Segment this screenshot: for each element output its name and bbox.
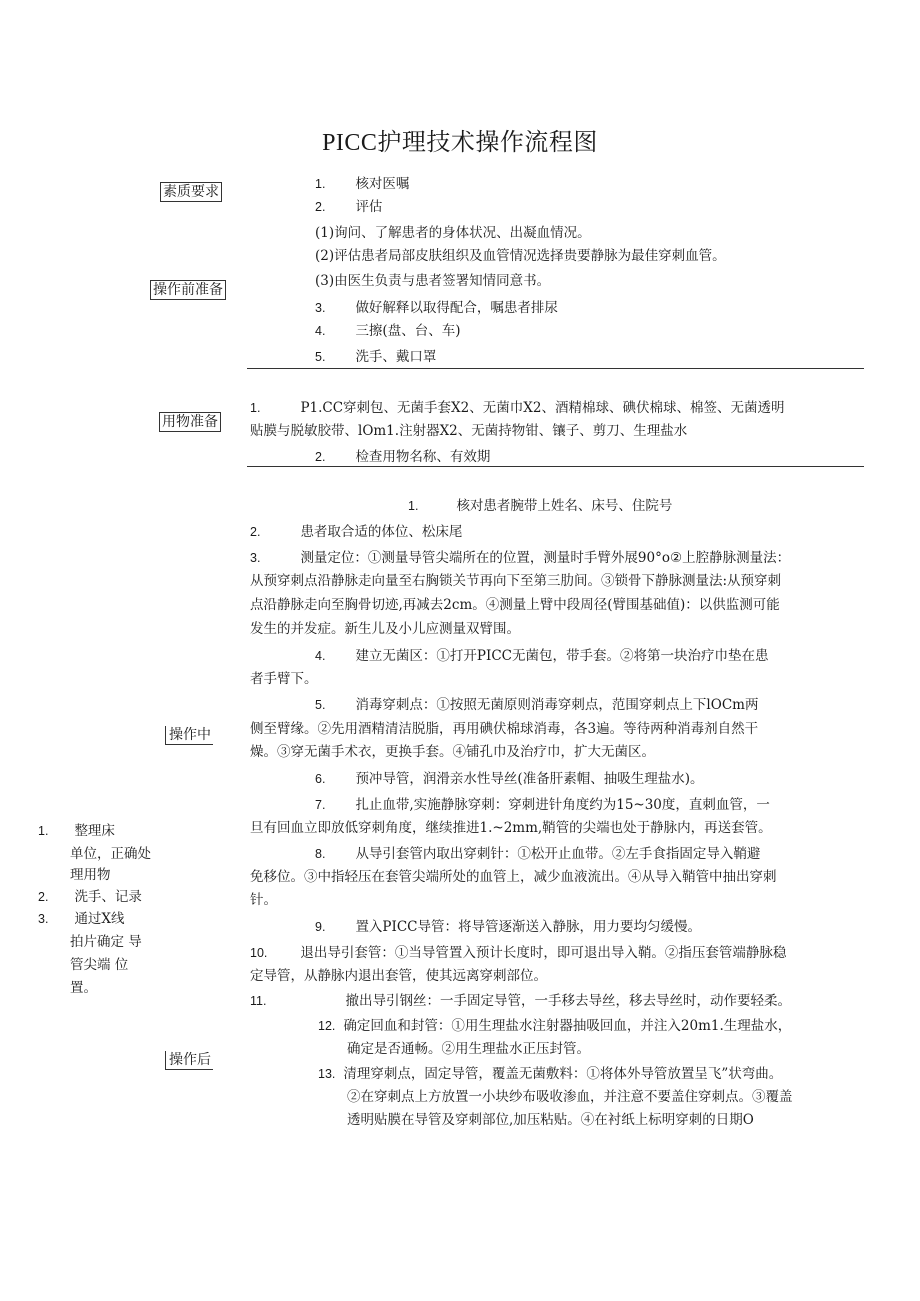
step-13-cont: ②在穿刺点上方放置一小块纱布吸收渗血，并注意不要盖住穿刺点。③覆盖 <box>347 1089 793 1105</box>
step-10: 10. 退出导引套管：①当导管置入预计长度时，即可退出导入鞘。②指压套管端静脉稳 <box>250 945 787 961</box>
step-1: 1. 核对患者腕带上姓名、床号、住院号 <box>408 498 673 514</box>
step-10-cont: 定导管，从静脉内退出套管，使其远离穿刺部位。 <box>250 968 547 984</box>
supplies-line: 贴膜与脱敏胶带、lOm1.注射器X2、无菌持物钳、镶子、剪刀、生理盐水 <box>250 423 688 439</box>
step-3-cont: 发生的并发症。新生儿及小儿应测量双臂围。 <box>250 621 520 637</box>
step-3-cont: 从预穿刺点沿静脉走向量至右胸锁关节再向下至第三肋间。③锁骨下静脉测量法:从预穿刺 <box>250 573 782 589</box>
step-5-cont: 侧至臂缘。②先用酒精清洁脱脂，再用碘伏棉球消毒，各3遍。等待两种消毒剂自然干 <box>250 721 759 737</box>
after-item-1-cont: 单位，正确处 <box>70 846 151 862</box>
after-item-3-cont: 置。 <box>70 980 97 996</box>
supplies-line: 2. 检查用物名称、有效期 <box>315 449 491 465</box>
after-item-3: 3. 通过X线 <box>38 911 125 927</box>
after-item-1: 1. 整理床 <box>38 823 115 839</box>
label-zhong-box <box>165 726 213 745</box>
divider <box>247 368 864 369</box>
prep-item: (1)询问、了解患者的身体状况、出凝血情况。 <box>315 225 591 241</box>
label-zhong: 操作中 <box>169 727 211 743</box>
label-yongwu: 用物准备 <box>162 414 218 430</box>
step-5-cont: 燥。③穿无菌手术衣，更换手套。④铺孔巾及治疗巾，扩大无菌区。 <box>250 744 655 760</box>
step-5: 5. 消毒穿刺点：①按照无菌原则消毒穿刺点，范围穿刺点上下lOCm两 <box>315 697 759 713</box>
step-3-cont: 点沿静脉走向至胸骨切迹,再减去2cm。④测量上臂中段周径(臂围基础值)：以供监测可能 <box>250 597 780 613</box>
after-item-1-cont: 理用物 <box>70 867 111 883</box>
prep-item: (2)评估患者局部皮肤组织及血管情况选择贵要静脉为最佳穿刺血管。 <box>315 248 726 264</box>
step-9: 9. 置入PICC导管：将导管逐渐送入静脉，用力要均匀缓慢。 <box>315 919 702 935</box>
step-12-cont: 确定是否通畅。②用生理盐水正压封管。 <box>347 1041 590 1057</box>
label-suzhi-box <box>160 182 222 202</box>
step-8: 8. 从导引套管内取出穿刺针：①松开止血带。②左手食指固定导入鞘避 <box>315 846 761 862</box>
label-yongwu-box <box>159 412 221 432</box>
divider <box>247 466 864 467</box>
step-7: 7. 扎止血带,实施静脉穿刺：穿刺进针角度约为15~30度，直刺血管，一 <box>315 797 770 813</box>
after-item-3-cont: 管尖端 位 <box>70 957 129 973</box>
prep-item: 5. 洗手、戴口罩 <box>315 349 437 365</box>
label-qianzhunbei: 操作前准备 <box>153 282 223 298</box>
step-8-cont: 免移位。③中指轻压在套管尖端所处的血管上，减少血液流出。④从导入鞘管中抽出穿刺 <box>250 869 777 885</box>
supplies-line: 1. P1.CC穿刺包、无菌手套X2、无菌巾X2、酒精棉球、碘伏棉球、棉签、无菌透明 <box>250 400 785 416</box>
step-13-cont: 透明贴膜在导管及穿刺部位,加压粘贴。④在衬纸上标明穿刺的日期O <box>347 1112 754 1128</box>
step-6: 6. 预冲导管，润滑亲水性导丝(准备肝素帽、抽吸生理盐水)。 <box>315 771 704 787</box>
prep-item: 3. 做好解释以取得配合，嘱患者排尿 <box>315 300 558 316</box>
step-4: 4. 建立无菌区：①打开PICC无菌包，带手套。②将第一块治疗巾垫在患 <box>315 648 769 664</box>
label-qianzhunbei-box <box>150 280 226 300</box>
prep-item: (3)由医生负责与患者签署知情同意书。 <box>315 273 551 289</box>
step-13: 13. 清理穿刺点，固定导管，覆盖无菌敷料：①将体外导管放置呈飞”状弯曲。 <box>318 1066 783 1082</box>
step-12: 12. 确定回血和封管：①用生理盐水注射器抽吸回血，并注入20m1.生理盐水， <box>318 1018 792 1034</box>
label-suzhi: 素质要求 <box>163 184 219 200</box>
step-7-cont: 旦有回血立即放低穿刺角度，继续推进1.~2mm,鞘管的尖端也处于静脉内，再送套管。 <box>250 820 772 836</box>
after-item-3-cont: 拍片确定 导 <box>70 934 142 950</box>
step-3: 3. 测量定位：①测量导管尖端所在的位置，测量时手臂外展90°o②上腔静脉测量法： <box>250 550 791 566</box>
label-hou-box <box>165 1051 213 1070</box>
step-11: 11. 撤出导引钢丝：一手固定导管，一手移去导丝，移去导丝时，动作要轻柔。 <box>250 993 791 1009</box>
prep-item: 4. 三擦(盘、台、车) <box>315 323 461 339</box>
step-2: 2. 患者取合适的体位、松床尾 <box>250 524 463 540</box>
step-4-cont: 者手臂下。 <box>250 671 318 687</box>
after-item-2: 2. 洗手、记录 <box>38 889 142 905</box>
label-hou: 操作后 <box>169 1052 211 1068</box>
page-title: PICC护理技术操作流程图 <box>322 130 598 156</box>
prep-item: 2. 评估 <box>315 199 383 215</box>
prep-item: 1. 核对医嘱 <box>315 176 410 192</box>
step-8-cont: 针。 <box>250 892 277 908</box>
